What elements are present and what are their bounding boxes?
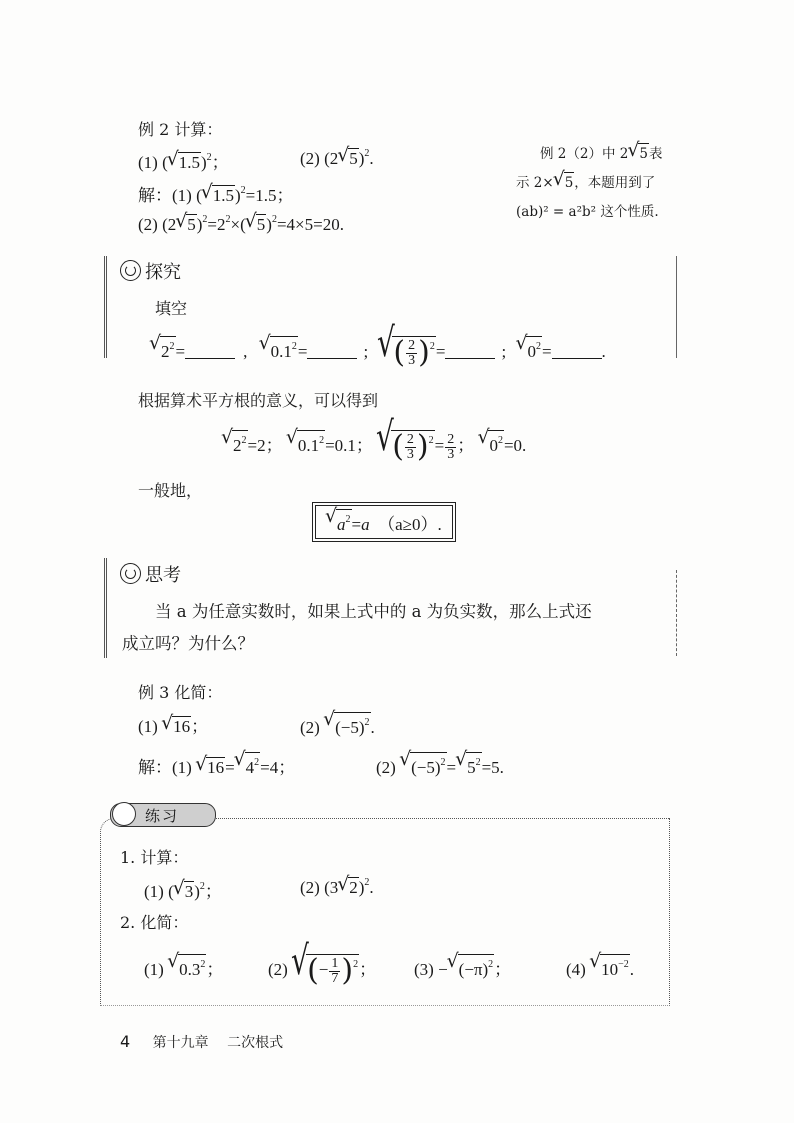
radicand <box>466 752 482 778</box>
radicand: ( $\frac{2}{3}$ )$^2$ <box>392 429 434 465</box>
value: 4 <box>245 758 255 777</box>
page-footer <box>120 1032 283 1052</box>
radicand <box>458 954 495 980</box>
denominator: 3 <box>408 352 416 368</box>
boxed-formula <box>312 502 456 542</box>
sqrt <box>628 140 649 169</box>
label: (1) <box>138 153 158 172</box>
example2-title: 例 2 计算： <box>138 120 223 139</box>
side-note-line-2 <box>516 169 662 198</box>
text: ) <box>196 215 203 234</box>
page-number: 4 <box>120 1032 131 1051</box>
value: 2 <box>233 436 242 455</box>
example3-title: 例 3 化简： <box>138 683 223 702</box>
exponent: 2 <box>497 435 503 446</box>
text: 表 <box>648 146 663 162</box>
practice-q1a: (1) (√ 3)$^2$； <box>144 877 222 902</box>
think-icon <box>120 563 141 584</box>
think-line-1: 当 a 为任意实数时，如果上式中的 a 为负实数，那么上式还 <box>155 602 592 621</box>
end: . <box>370 718 375 737</box>
radicand: 5 <box>187 215 196 234</box>
fraction <box>445 433 456 462</box>
text: =4×5=20. <box>276 215 344 234</box>
end: ； <box>457 436 475 455</box>
end: . <box>629 960 634 979</box>
exponent: 2 <box>241 435 247 446</box>
exponent: 2 <box>202 214 208 225</box>
practice-q2d <box>566 954 634 980</box>
exponent: 2 <box>169 341 175 352</box>
practice-icon <box>112 802 136 826</box>
sqrt <box>377 429 434 465</box>
exponent: 2 <box>200 959 206 970</box>
radicand <box>336 509 352 535</box>
example3-solution-2 <box>376 752 504 778</box>
practice-badge-label: 练习 <box>145 807 180 825</box>
denominator: 7 <box>331 970 339 986</box>
example2-solution-2 <box>138 214 344 235</box>
radicand: 1.5 <box>212 186 234 205</box>
think-line-2: 成立吗？为什么？ <box>122 634 254 653</box>
label: (3) <box>414 960 434 979</box>
equals: = <box>435 342 446 361</box>
radicand: 2 <box>349 878 358 897</box>
practice-q2c: (3) −√ $(-\pi)^2$； <box>414 954 511 980</box>
text: =2 <box>207 215 226 234</box>
exponent: 2 <box>319 435 325 446</box>
radicand: 5 <box>256 215 266 234</box>
fraction <box>329 957 340 986</box>
sqrt <box>168 152 201 173</box>
chapter-label: 第十九章 <box>152 1035 209 1051</box>
denominator: 3 <box>447 446 455 462</box>
sqrt <box>324 712 370 738</box>
blank-2[interactable] <box>307 344 357 359</box>
sqrt <box>260 336 298 362</box>
practice-badge <box>110 803 216 827</box>
sqrt <box>400 752 446 778</box>
radicand <box>297 430 325 456</box>
radicand: 5 <box>564 172 575 193</box>
exponent: 2 <box>488 959 494 970</box>
value: 5 <box>467 758 476 777</box>
sqrt <box>326 509 352 535</box>
exponent: 2 <box>475 757 481 768</box>
radicand: 16 <box>207 758 225 777</box>
think-heading <box>120 561 181 587</box>
end: . <box>369 878 374 897</box>
coef: 2 <box>329 149 339 168</box>
separator: ; <box>363 342 369 361</box>
value: (−5) <box>411 758 441 777</box>
numerator: 2 <box>408 337 416 353</box>
sqrt <box>235 752 261 778</box>
label: (2) <box>300 149 320 168</box>
example3-problem-2 <box>300 712 375 738</box>
numerator: 2 <box>447 431 455 447</box>
radicand <box>526 336 542 362</box>
sqrt <box>378 335 435 371</box>
explore-icon <box>120 260 141 281</box>
label: (2) <box>376 758 396 777</box>
radicand: ( $\frac{2}{3}$ )$^2$ <box>393 335 435 371</box>
numerator: 2 <box>406 431 414 447</box>
label: (1) <box>138 717 158 736</box>
result: =4； <box>260 758 296 777</box>
label: (2) <box>268 960 288 979</box>
exponent: 2 <box>271 214 277 225</box>
sqrt <box>338 877 359 898</box>
radicand <box>160 336 176 362</box>
separator: ; <box>501 342 507 361</box>
sqrt <box>448 954 495 980</box>
equals: = <box>351 515 362 534</box>
text: 示 2× <box>516 175 554 191</box>
practice-q1: 1. 计算： <box>120 848 189 867</box>
sqrt <box>222 430 248 456</box>
value: 0.3 <box>179 960 201 979</box>
end: ； <box>206 960 224 979</box>
exponent: 2 <box>535 341 541 352</box>
end: ； <box>211 153 229 172</box>
sqrt <box>174 881 195 902</box>
equals: = <box>434 436 445 455</box>
blank-3[interactable] <box>445 344 495 359</box>
sqrt <box>554 169 575 198</box>
label: (1) <box>144 882 164 901</box>
sqrt <box>590 954 630 980</box>
exponent: 2 <box>254 757 260 768</box>
coef: 3 <box>329 878 339 897</box>
sqrt <box>456 752 482 778</box>
example3-solution-1 <box>138 752 295 778</box>
radicand <box>410 752 446 778</box>
exponent: 2 <box>291 341 297 352</box>
example2-solution-1: 解：(1) (√ 1.5)$^2$=1.5； <box>138 181 294 206</box>
exponent: 2 <box>364 148 370 159</box>
radicand <box>600 954 630 980</box>
result: =0. <box>503 436 527 455</box>
value: 10 <box>601 960 619 979</box>
sqrt <box>176 214 197 235</box>
blank-1[interactable] <box>185 344 235 359</box>
heading-text: 思考 <box>145 565 181 586</box>
think-right-bar <box>676 570 677 656</box>
value: 0.1 <box>270 342 292 361</box>
numerator: 1 <box>331 955 339 971</box>
sqrt <box>516 336 542 362</box>
exponent: 2 <box>345 514 351 525</box>
value: 0 <box>527 342 536 361</box>
sqrt <box>168 954 206 980</box>
exponent: 2 <box>429 341 435 352</box>
end: . <box>369 149 374 168</box>
radicand: 16 <box>173 717 191 736</box>
equals: = <box>541 342 552 361</box>
result: =0.1； <box>325 436 373 455</box>
explore-heading <box>120 258 181 284</box>
chapter-title: 二次根式 <box>227 1035 284 1051</box>
label: (1) <box>144 960 164 979</box>
sqrt <box>162 716 191 737</box>
explore-fill-label: 填空 <box>155 299 188 318</box>
explore-right-bar <box>676 256 677 358</box>
exponent: 2 <box>199 881 205 892</box>
separator: , <box>243 342 248 361</box>
example3-problem-1 <box>138 712 208 737</box>
end: ； <box>494 960 512 979</box>
explore-blanks-row <box>150 335 606 371</box>
heading-text: 探究 <box>145 262 181 283</box>
result: =2； <box>247 436 283 455</box>
radicand: 1.5 <box>178 153 200 172</box>
exponent: 2 <box>353 959 359 970</box>
value: 0.1 <box>297 436 320 455</box>
label: 解：(1) <box>138 758 192 777</box>
sqrt <box>202 185 235 206</box>
explore-left-bar <box>104 256 107 358</box>
text: ，本题用到了 <box>574 175 656 191</box>
equals: = <box>225 758 235 777</box>
radicand: 5 <box>349 149 358 168</box>
rhs: a <box>361 515 370 534</box>
boxed-formula-inner <box>315 505 453 539</box>
radicand <box>270 336 298 362</box>
equals: = <box>446 758 457 777</box>
label: (4) <box>566 960 586 979</box>
radicand: (− $\frac{1}{7}$ )$^2$ <box>307 953 359 989</box>
think-left-bar <box>104 558 107 658</box>
condition: （a≥0）. <box>378 515 442 534</box>
radicand <box>232 430 248 456</box>
end: ； <box>359 960 377 979</box>
end: . <box>601 342 606 361</box>
value: 2 <box>161 342 170 361</box>
exponent: 2 <box>206 152 212 163</box>
end: ； <box>191 717 209 736</box>
radicand <box>334 712 370 738</box>
label: 解：(1) <box>138 186 192 205</box>
exponent: 2 <box>240 185 246 196</box>
text: ×( <box>230 215 246 234</box>
denominator: 3 <box>406 446 414 462</box>
practice-q2a <box>144 954 223 980</box>
derive-intro: 根据算术平方根的意义，可以得到 <box>138 391 379 410</box>
side-note-line-3: (ab)² = a²b² 这个性质. <box>516 204 659 220</box>
equals: = <box>175 342 186 361</box>
sqrt <box>196 757 225 778</box>
equals: = <box>297 342 308 361</box>
variable: a <box>337 515 346 534</box>
value: 0 <box>489 436 498 455</box>
blank-4[interactable] <box>552 344 602 359</box>
exponent: 2 <box>364 877 370 888</box>
label: (2) <box>300 718 320 737</box>
exponent: 2 <box>364 717 370 728</box>
exponent: −2 <box>618 959 629 970</box>
example2-problem-1: (1) (√ 1.5)$^2$； <box>138 148 229 173</box>
text: ) <box>266 215 272 234</box>
example2-problem-2: (2) (2√ 5)$^2$. <box>300 148 374 169</box>
result: =5. <box>481 758 504 777</box>
exponent: 2 <box>428 435 434 446</box>
sqrt <box>292 953 359 989</box>
exponent: 2 <box>440 757 446 768</box>
side-note <box>516 140 662 227</box>
derive-results-row <box>222 429 527 465</box>
sqrt <box>338 148 359 169</box>
side-note-line-1 <box>516 140 662 169</box>
label: (2) <box>300 878 320 897</box>
value: (−5) <box>335 718 365 737</box>
sqrt <box>150 336 176 362</box>
text: (2 <box>162 215 177 234</box>
sqrt <box>478 430 504 456</box>
radicand <box>245 752 261 778</box>
practice-q2: 2. 化简： <box>120 913 189 932</box>
radicand: 5 <box>638 143 649 164</box>
label: (2) <box>138 215 158 234</box>
practice-q1b: (2) (3√ 2)$^2$. <box>300 877 374 898</box>
radicand <box>178 954 206 980</box>
fraction <box>406 339 417 368</box>
practice-q2b <box>268 953 377 989</box>
fraction <box>405 433 416 462</box>
end: ； <box>204 882 222 901</box>
sqrt <box>287 430 325 456</box>
value: (−π) <box>458 960 489 979</box>
radicand: 3 <box>184 882 194 901</box>
radicand <box>488 430 504 456</box>
result: =1.5； <box>245 186 294 205</box>
text: 例 2（2）中 2 <box>540 146 629 162</box>
sqrt <box>246 214 267 235</box>
exponent: 2 <box>225 214 231 225</box>
derive-general: 一般地， <box>138 481 203 500</box>
